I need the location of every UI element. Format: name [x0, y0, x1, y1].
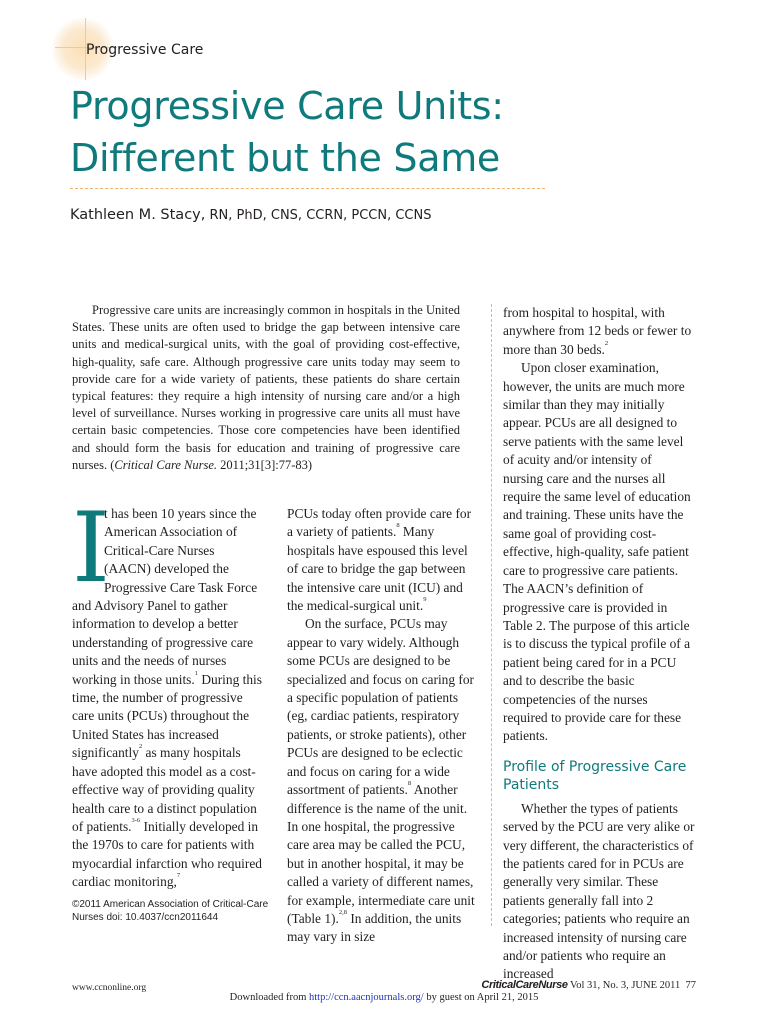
paragraph: Upon closer examination, however, the units are much more similar than they may initially appear. PCUs are all designed to serve patients with the same level of acuity and/or intensity of nursing care and the nurses all require the same level of education and training. These units have the same goal of providing cost-effective, high-quality, safe patient care to progressive care patients. The AACN’s definition of progressive care is provided in Table 2. The purpose of this article is to discuss the typical profile of a patient being cared for in a PCU and to describe the basic competencies of the nurses required to provide care for these patients. [503, 360, 691, 744]
section-label: Progressive Care [86, 42, 204, 58]
section-heading: Profile of Progressive Care Patients [503, 758, 687, 793]
text-span: In addition, the units may vary in size [287, 910, 462, 945]
column-divider [491, 304, 492, 926]
article-title-line-2: Different but the Same [70, 136, 501, 180]
reference-marker: 2 [604, 339, 609, 347]
abstract-cite-rest: 2011;31[3]:77-83) [217, 457, 313, 472]
text-span: During this time, the number of progressive care units (PCUs) throughout the United States has increased significantly [72, 671, 262, 761]
intro-paragraph [72, 492, 262, 892]
body-column-1 [72, 492, 262, 892]
text-span: Many hospitals have espoused this level of care to bridge the gap between the intensive care unit (ICU) and the medical-surgical unit. [287, 524, 468, 614]
author-credentials: RN, PhD, CNS, CCRN, PCCN, CCNS [209, 208, 432, 223]
article-title-line-1: Progressive Care Units: [70, 84, 504, 128]
reference-marker: 9 [423, 596, 427, 604]
reference-marker: 7 [176, 872, 181, 880]
abstract-paragraph [72, 302, 460, 474]
author-name: Kathleen M. Stacy, [70, 207, 206, 223]
download-prefix: Downloaded from [229, 992, 307, 1003]
paragraph [287, 615, 477, 946]
download-link[interactable]: http://ccn.aacnjournals.org/ [309, 992, 424, 1003]
download-suffix: by guest on April 21, 2015 [426, 992, 539, 1003]
abstract [72, 302, 460, 474]
reference-marker: 3-6 [131, 816, 141, 824]
footer-issue-info [481, 979, 696, 991]
text-span: as many hospitals have adopted this model as a cost-effective way of providing quality health care to a distinct population of patients. [72, 745, 257, 834]
reference-marker: 8 [396, 522, 400, 530]
text-span: from hospital to hospital, with anywhere from 12 beds or fewer to more than 30 beds. [503, 305, 692, 357]
issue-info: Vol 31, No. 3, JUNE 2011 [569, 980, 681, 991]
abstract-cite-journal: Critical Care Nurse. [114, 457, 218, 472]
footer-site-url[interactable]: www.ccnonline.org [72, 983, 147, 993]
title-divider [70, 188, 545, 189]
text-span: t has been 10 years since the American Association of Critical-Care Nurses (AACN) developed the Progressive Care Task Force and Advisory Panel to gather information to develop a better understanding of progressive care units and the needs of nurses working in those units. [72, 506, 258, 687]
journal-name: CriticalCareNurse [481, 979, 568, 991]
reference-marker: 2,8 [338, 908, 347, 916]
reference-marker: 8 [407, 780, 412, 788]
text-span: PCUs today often provide care for a variety of patients. [287, 506, 472, 540]
text-span: Initially developed in the 1970s to care for patients with myocardial infarction who required cardiac monitoring, [72, 818, 262, 890]
paragraph: Whether the types of patients served by the PCU are very alike or very different, the characteristics of the patients cared for in PCUs are generally very similar. These patients generally fall into 2 categories; patients who require an increased intensity of nursing care and/or patients who require an increased [503, 800, 695, 982]
reference-marker: 1 [194, 669, 198, 677]
reference-marker: 2 [138, 743, 143, 751]
page-number: 77 [685, 980, 696, 991]
paragraph [287, 505, 477, 615]
body-column-3 [503, 304, 695, 984]
byline [70, 207, 431, 223]
copyright-notice: ©2011 American Association of Critical-Care Nurses doi: 10.4037/ccn2011644 [72, 899, 269, 923]
text-span: Another difference is the name of the unit. In one hospital, the progressive care area may be called the PCU, but in another hospital, it may be called a variety of different names, for example, intermediate care unit (Table 1). [287, 782, 475, 926]
abstract-text: Progressive care units are increasingly common in hospitals in the United States. These units are often used to bridge the gap between intensive care units and medical-surgical units, with the goal of providing cost-effective, high-quality, safe care. Although progressive care units today may seem to provide care for a wide variety of patients, these patients do share certain typical features: they require a high intensity of nursing care and/or a high level of surveillance. Nurses working in progressive care units all must have certain basic competencies. Those core competencies have been identified and should form the basis for education and training of progressive care nurses. ( [72, 303, 460, 472]
article-title [70, 80, 590, 184]
text-span: On the surface, PCUs may appear to vary widely. Although some PCUs are designed to be specialized and focus on caring for a specific population of patients (eg, cardiac patients, respiratory patients, or stroke patients), other PCUs are designed to be eclectic and focus on caring for a wide assortment of patients. [287, 616, 475, 798]
download-notice [0, 992, 768, 1003]
paragraph [503, 304, 695, 359]
drop-cap: I [72, 492, 110, 604]
body-column-2 [287, 505, 477, 947]
